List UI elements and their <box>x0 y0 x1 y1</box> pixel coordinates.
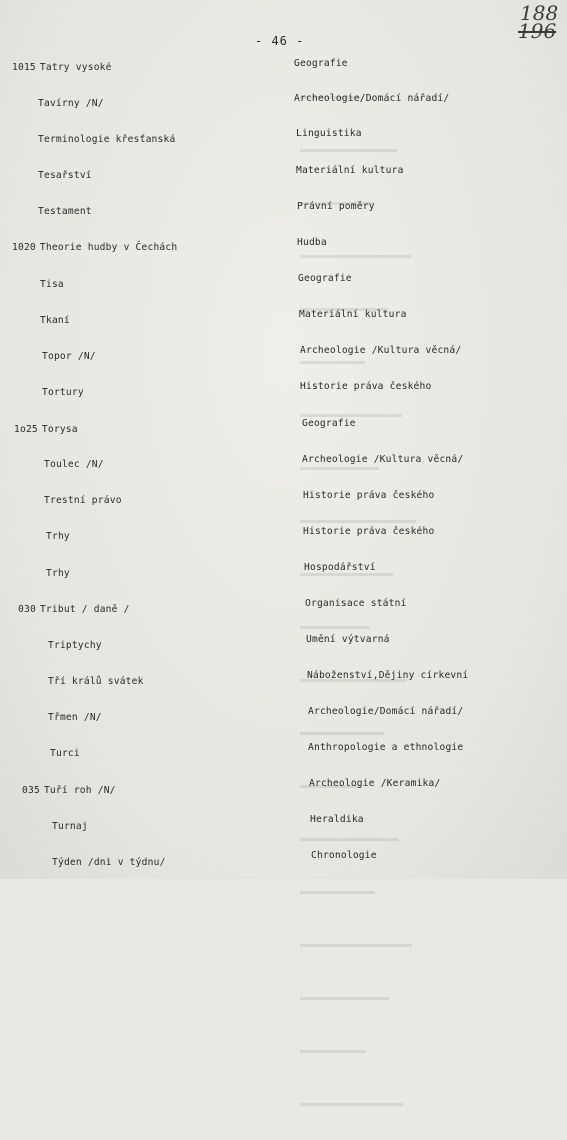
category-entry: Historie práva českého <box>300 381 432 392</box>
category-entry: Náboženství,Dějiny církevní <box>307 670 469 681</box>
category-entry: Chronologie <box>311 850 377 861</box>
category-entry: Materiální kultura <box>296 165 404 176</box>
subject-term: Turnaj <box>52 821 88 832</box>
subject-term: Theorie hudby v Čechách <box>39 242 178 253</box>
entry-number: 1020 <box>12 242 36 253</box>
subject-term: Turci <box>50 748 80 759</box>
subject-term: Trestní právo <box>44 495 122 506</box>
subject-term: Tisa <box>40 279 64 290</box>
subject-term: Tavírny /N/ <box>38 98 104 109</box>
subject-term: Tesařství <box>38 170 92 181</box>
category-entry: Historie práva českého <box>303 490 435 501</box>
category-entry: Materiální kultura <box>299 309 407 320</box>
subject-term: Terminologie křesťanská <box>38 134 176 145</box>
category-entry: Heraldika <box>310 814 364 825</box>
category-entry: Archeologie /Kultura věcná/ <box>300 345 462 356</box>
category-entry: Geografie <box>294 58 348 69</box>
category-entry: Archeologie /Kultura věcná/ <box>302 454 464 465</box>
subject-term: Trhy <box>46 531 70 542</box>
subject-term: Tortury <box>42 387 84 398</box>
category-entry: Historie práva českého <box>303 526 435 537</box>
subject-term: Torysa <box>41 424 78 435</box>
subject-term: Třmen /N/ <box>48 712 102 723</box>
entry-number: 1o25 <box>14 424 38 435</box>
subject-term: Tribut / daně / <box>39 604 130 615</box>
category-entry: Hospodářství <box>304 562 376 573</box>
subject-term: Topor /N/ <box>42 351 96 362</box>
category-entry: Archeologie/Domácí nářadí/ <box>308 706 464 717</box>
category-entry: Geografie <box>298 273 352 284</box>
entry-number: 1015 <box>12 62 36 73</box>
category-entry: Organisace státní <box>305 598 407 609</box>
page-number: - 46 - <box>255 34 305 48</box>
subject-term: Tkaní <box>40 315 70 326</box>
category-entry: Anthropologie a ethnologie <box>308 742 464 753</box>
entry-number: 030 <box>18 604 36 615</box>
subject-term: Tuří roh /N/ <box>43 785 116 796</box>
entry-number: 035 <box>22 785 40 796</box>
subject-term: Trhy <box>46 568 70 579</box>
category-entry: Hudba <box>297 237 327 248</box>
subject-term: Testament <box>38 206 92 217</box>
category-entry: Archeologie/Domácí nářadí/ <box>294 93 450 104</box>
category-entry: Linguistika <box>296 128 362 139</box>
subject-term: Tatry vysoké <box>39 62 112 73</box>
category-entry: Archeologie /Keramika/ <box>309 778 441 789</box>
category-entry: Geografie <box>302 418 356 429</box>
category-entry: Právní poměry <box>297 201 375 212</box>
subject-term: Toulec /N/ <box>44 459 104 470</box>
folio-number-current: 188 <box>520 1 559 25</box>
subject-term: Týden /dni v týdnu/ <box>52 857 166 868</box>
folio-number-struck: 196 <box>518 19 557 43</box>
subject-term: Triptychy <box>48 640 102 651</box>
subject-term: Tří králů svátek <box>48 676 144 687</box>
category-entry: Umění výtvarná <box>306 634 390 645</box>
